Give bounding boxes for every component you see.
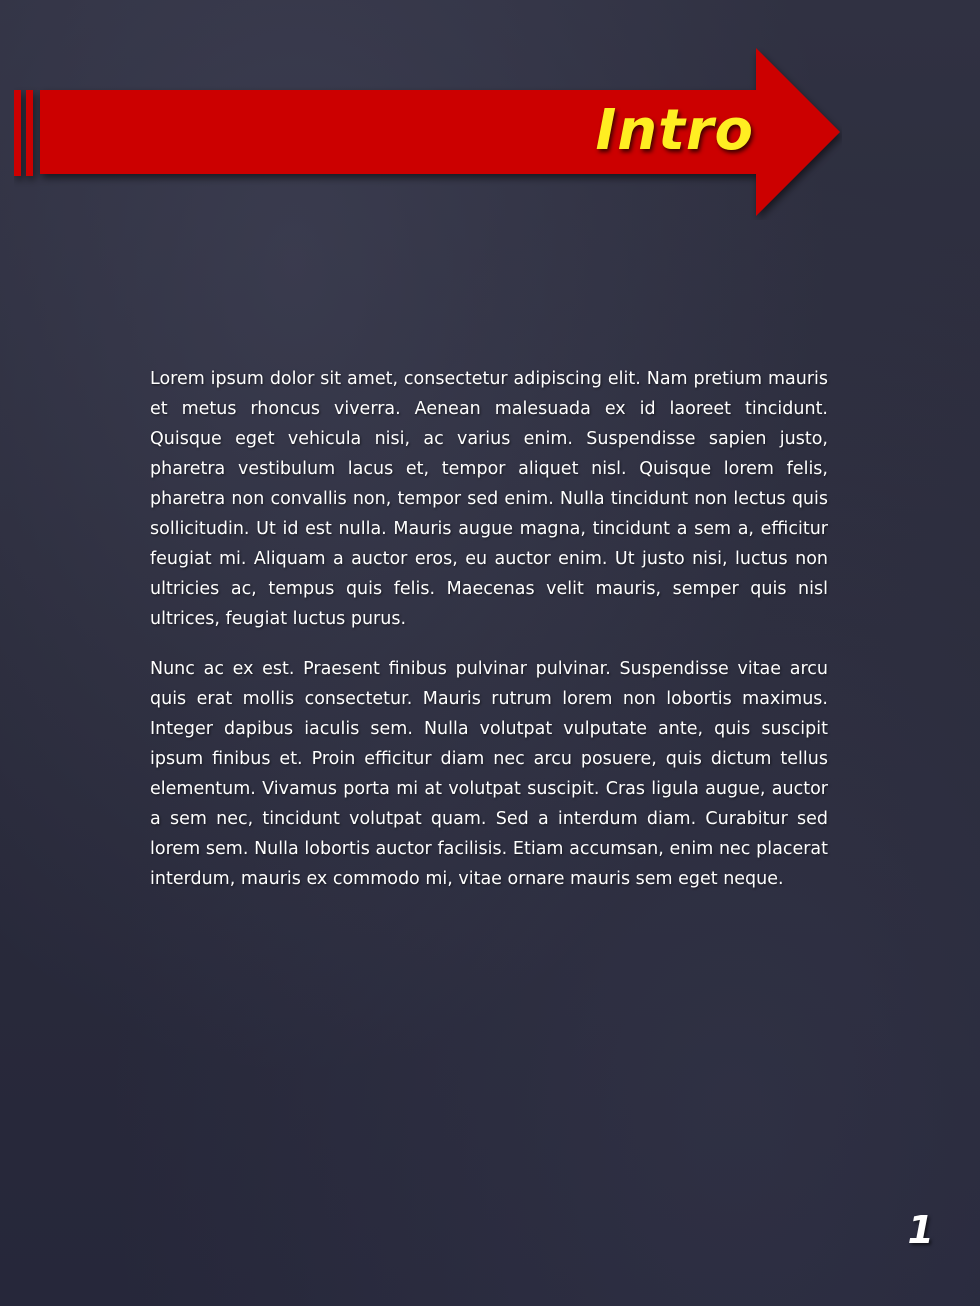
page-title: Intro [595,98,754,163]
page-number: 1 [907,1208,934,1252]
body-text [150,364,828,914]
title-banner [14,46,842,220]
paragraph: Lorem ipsum dolor sit amet, consectetur adipiscing elit. Nam pretium mauris et metus rhoncus viverra. Aenean malesuada ex id laoreet tincidunt. Quisque eget vehicula nisi, ac varius enim. Suspendisse sapien justo, pharetra vestibulum lacus et, tempor aliquet nisl. Quisque lorem felis, pharetra non convallis non, tempor sed enim. Nulla tincidunt non lectus quis sollicitudin. Ut id est nulla. Mauris augue magna, tincidunt a sem a, efficitur feugiat mi. Aliquam a auctor eros, eu auctor enim. Ut justo nisi, luctus non ultricies ac, tempus quis felis. Maecenas velit mauris, semper quis nisl ultrices, feugiat luctus purus. [150,369,828,629]
paragraph: Nunc ac ex est. Praesent finibus pulvinar pulvinar. Suspendisse vitae arcu quis erat mollis consectetur. Mauris rutrum lorem non lobortis maximus. Integer dapibus iaculis sem. Nulla volutpat vulputate ante, quis suscipit ipsum finibus et. Proin efficitur diam nec arcu posuere, quis dictum tellus elementum. Vivamus porta mi at volutpat suscipit. Cras ligula augue, auctor a sem nec, tincidunt volutpat quam. Sed a interdum diam. Curabitur sed lorem sem. Nulla lobortis auctor facilisis. Etiam accumsan, enim nec placerat interdum, mauris ex commodo mi, vitae ornare mauris sem eget neque. [150,659,828,889]
